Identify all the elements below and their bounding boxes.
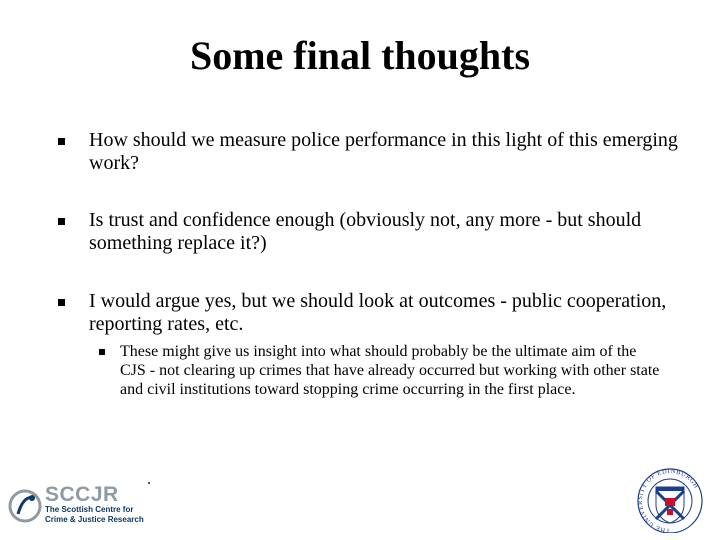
bullet-text: How should we measure police performance in this light of this emerging work? xyxy=(89,129,678,174)
sub-bullet-text: These might give us insight into what should probably be the ultimate aim of the CJS - not clearing up crimes that have already occurred but working with other state and civil institutions toward stopping crime occurring in the first place. xyxy=(120,343,660,398)
sccjr-subtitle: The Scottish Centre for Crime & Justice Research xyxy=(45,505,144,524)
bullet-text: Is trust and confidence enough (obviously not, any more - but should something replace it?) xyxy=(89,209,642,254)
square-bullet-icon xyxy=(58,299,65,306)
square-bullet-icon xyxy=(58,218,65,225)
stray-dot xyxy=(148,482,150,484)
bullet-text: I would argue yes, but we should look at outcomes - public cooperation, reporting rates, etc. xyxy=(89,290,667,335)
square-bullet-icon xyxy=(99,349,105,355)
square-bullet-icon xyxy=(58,138,65,145)
sccjr-name: SCCJR xyxy=(45,483,119,506)
university-crest-icon xyxy=(632,467,708,533)
crest-ring-text: THE UNIVERSITY OF EDINBURGH xyxy=(636,467,700,533)
sccjr-emblem-icon xyxy=(8,486,42,526)
slide-title: Some final thoughts xyxy=(189,33,531,78)
sccjr-logo xyxy=(8,484,148,530)
